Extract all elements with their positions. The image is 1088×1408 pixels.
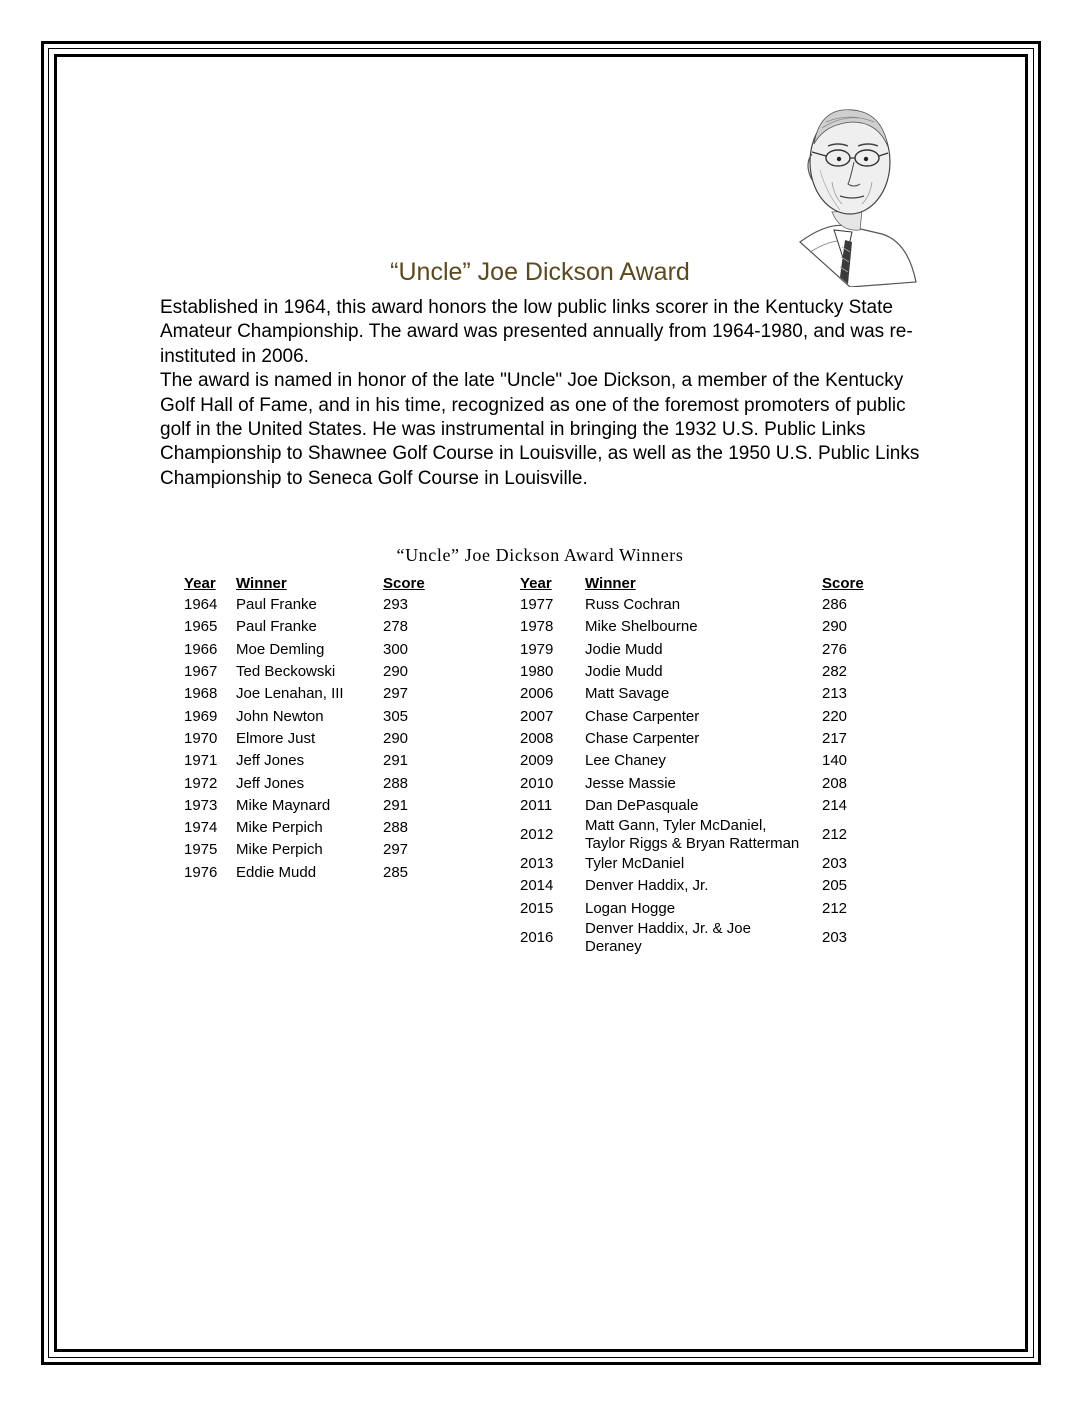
- year-cell: 2007: [520, 707, 554, 725]
- intro-paragraph-2: The award is named in honor of the late "Uncle" Joe Dickson, a member of the Kentucky Golf Hall of Fame, and in his time, recognized as one of the foremost promoters of public golf in the United States. He was instrumental in bringing the 1932 U.S. Public Links Championship to Shawnee Golf Course in Louisville, as well as the 1950 U.S. Public Links Championship to Seneca Golf Course in Louisville.: [160, 370, 920, 489]
- year-cell: 1967: [184, 663, 218, 681]
- winner-cell: Chase Carpenter: [585, 729, 700, 747]
- score-cell: 300: [383, 640, 409, 658]
- year-cell: 1979: [520, 640, 554, 658]
- table-row: [520, 683, 872, 705]
- score-cell: 220: [822, 707, 848, 725]
- year-cell: 2015: [520, 899, 554, 917]
- score-cell: 291: [383, 796, 409, 814]
- table-header-row: [520, 572, 872, 594]
- year-cell: 1976: [184, 863, 218, 881]
- year-cell: 1977: [520, 596, 554, 614]
- winners-table-left: [184, 572, 433, 884]
- column-header-winner: Winner: [585, 574, 636, 592]
- year-cell: 2014: [520, 877, 554, 895]
- table-row: [184, 616, 433, 638]
- year-cell: 1965: [184, 618, 218, 636]
- winner-cell: Chase Carpenter: [585, 707, 700, 725]
- table-row: [184, 639, 433, 661]
- score-cell: 305: [383, 707, 409, 725]
- column-header-score: Score: [383, 574, 425, 592]
- winner-cell: Paul Franke: [236, 596, 317, 614]
- winner-cell: Russ Cochran: [585, 596, 681, 614]
- score-cell: 140: [822, 752, 848, 770]
- score-cell: 205: [822, 877, 848, 895]
- score-cell: 290: [822, 618, 848, 636]
- portrait-sketch-icon: [790, 92, 920, 287]
- year-cell: 2009: [520, 752, 554, 770]
- winner-cell: Denver Haddix, Jr.: [585, 877, 709, 895]
- year-cell: 2011: [520, 796, 553, 814]
- score-cell: 203: [822, 928, 848, 946]
- year-cell: 1978: [520, 618, 554, 636]
- table-row: [520, 750, 872, 772]
- score-cell: 297: [383, 685, 409, 703]
- year-cell: 1972: [184, 774, 218, 792]
- winner-cell: Jodie Mudd: [585, 640, 663, 658]
- intro-text: [160, 296, 940, 491]
- score-cell: 213: [822, 685, 848, 703]
- winner-cell: Mike Perpich: [236, 819, 323, 837]
- table-row: [184, 661, 433, 683]
- winner-cell: Elmore Just: [236, 729, 316, 747]
- table-header-row: [184, 572, 433, 594]
- table-row: [520, 920, 872, 956]
- winners-heading: “Uncle” Joe Dickson Award Winners: [396, 545, 684, 565]
- score-cell: 212: [822, 825, 848, 843]
- winner-cell: Tyler McDaniel: [585, 855, 685, 873]
- winner-cell: Jodie Mudd: [585, 663, 663, 681]
- score-cell: 212: [822, 899, 848, 917]
- table-row: [520, 728, 872, 750]
- year-cell: 2010: [520, 774, 554, 792]
- score-cell: 286: [822, 596, 848, 614]
- score-cell: 217: [822, 729, 848, 747]
- table-row: [184, 839, 433, 861]
- winner-cell: Logan Hogge: [585, 899, 676, 917]
- winner-cell: Dan DePasquale: [585, 796, 699, 814]
- winner-cell: Mike Perpich: [236, 841, 323, 859]
- score-cell: 288: [383, 774, 409, 792]
- score-cell: 276: [822, 640, 848, 658]
- score-cell: 293: [383, 596, 409, 614]
- table-row: [520, 616, 872, 638]
- winner-cell: Jeff Jones: [236, 752, 305, 770]
- year-cell: 1969: [184, 707, 218, 725]
- score-cell: 214: [822, 796, 848, 814]
- winner-cell: Moe Demling: [236, 640, 325, 658]
- table-row: [184, 862, 433, 884]
- table-row: [520, 705, 872, 727]
- table-row: [520, 772, 872, 794]
- table-row: [184, 750, 433, 772]
- year-cell: 1974: [184, 819, 218, 837]
- year-cell: 2008: [520, 729, 554, 747]
- year-cell: 1980: [520, 663, 554, 681]
- year-cell: 1970: [184, 729, 218, 747]
- winner-cell: Lee Chaney: [585, 752, 666, 770]
- table-row: [184, 728, 433, 750]
- score-cell: 290: [383, 729, 409, 747]
- winner-cell: John Newton: [236, 707, 324, 725]
- year-cell: 1968: [184, 685, 218, 703]
- winner-cell: Eddie Mudd: [236, 863, 317, 881]
- winner-cell: Jeff Jones: [236, 774, 305, 792]
- year-cell: 1973: [184, 796, 218, 814]
- table-row: [184, 594, 433, 616]
- score-cell: 288: [383, 819, 409, 837]
- year-cell: 2012: [520, 825, 554, 843]
- table-row: [520, 875, 872, 897]
- table-row: [184, 772, 433, 794]
- column-header-score: Score: [822, 574, 864, 592]
- year-cell: 1964: [184, 596, 218, 614]
- intro-paragraph-1: Established in 1964, this award honors the low public links scorer in the Kentucky State Amateur Championship. The award was presented annually from 1964-1980, and was re-instituted in 2006.: [160, 297, 913, 367]
- winner-cell: Ted Beckowski: [236, 663, 336, 681]
- score-cell: 208: [822, 774, 848, 792]
- column-header-year: Year: [184, 574, 216, 592]
- table-row: [184, 817, 433, 839]
- year-cell: 2006: [520, 685, 554, 703]
- score-cell: 282: [822, 663, 848, 681]
- winner-cell: Mike Shelbourne: [585, 618, 698, 636]
- table-row: [520, 853, 872, 875]
- year-cell: 2013: [520, 855, 554, 873]
- winner-cell: Jesse Massie: [585, 774, 676, 792]
- table-row: [520, 795, 872, 817]
- table-row: [520, 817, 872, 853]
- score-cell: 285: [383, 863, 409, 881]
- score-cell: 291: [383, 752, 409, 770]
- winners-table-right: [520, 572, 872, 956]
- table-row: [520, 639, 872, 661]
- winner-cell: Paul Franke: [236, 618, 317, 636]
- year-cell: 1971: [184, 752, 218, 770]
- winners-table-left-body: [184, 594, 433, 884]
- score-cell: 290: [383, 663, 409, 681]
- table-row: [520, 661, 872, 683]
- score-cell: 297: [383, 841, 409, 859]
- page-title: “Uncle” Joe Dickson Award: [390, 258, 690, 286]
- winner-cell: Joe Lenahan, III: [236, 685, 344, 703]
- year-cell: 1966: [184, 640, 218, 658]
- year-cell: 1975: [184, 841, 218, 859]
- winner-cell: Matt Gann, Tyler McDaniel, Taylor Riggs & Bryan Ratterman: [585, 816, 800, 852]
- column-header-year: Year: [520, 574, 552, 592]
- winners-table-right-body: [520, 594, 872, 956]
- column-header-winner: Winner: [236, 574, 287, 592]
- table-row: [184, 683, 433, 705]
- score-cell: 203: [822, 855, 848, 873]
- score-cell: 278: [383, 618, 409, 636]
- table-row: [520, 594, 872, 616]
- table-row: [184, 705, 433, 727]
- table-row: [184, 795, 433, 817]
- winner-cell: Matt Savage: [585, 685, 670, 703]
- year-cell: 2016: [520, 928, 554, 946]
- winner-cell: Denver Haddix, Jr. & Joe Deraney: [585, 919, 751, 955]
- winner-cell: Mike Maynard: [236, 796, 331, 814]
- table-row: [520, 898, 872, 920]
